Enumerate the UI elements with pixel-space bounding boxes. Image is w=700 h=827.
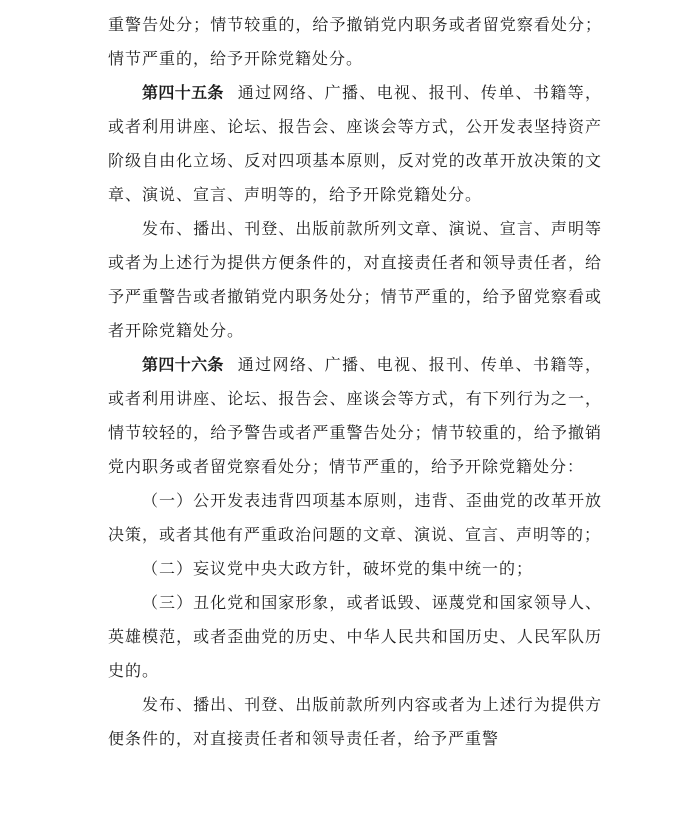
article-46-item-1: （一）公开发表违背四项基本原则，违背、歪曲党的改革开放决策，或者其他有严重政治问题的文章、演说、宣言、声明等的； (108, 491, 602, 544)
article-45-title: 第四十五条 (142, 83, 224, 102)
article-45-paragraph-2: 发布、播出、刊登、出版前款所列文章、演说、宣言、声明等或者为上述行为提供方便条件的，对直接责任者和领导责任者，给予严重警告或者撤销党内职务处分；情节严重的，给予留党察看或者开除党籍处分。 (108, 219, 602, 340)
article-46 (108, 348, 602, 484)
article-45-text: 通过网络、广播、电视、报刊、传单、书籍等，或者利用讲座、论坛、报告会、座谈会等方式，公开发表坚持资产阶级自由化立场、反对四项基本原则，反对党的改革开放决策的文章、演说、宣言、声明等的，给予开除党籍处分。 (108, 83, 602, 204)
article-46-text: 通过网络、广播、电视、报刊、传单、书籍等，或者利用讲座、论坛、报告会、座谈会等方式，有下列行为之一，情节较轻的，给予警告或者严重警告处分；情节较重的，给予撤销党内职务或者留党察看处分；情节严重的，给予开除党籍处分： (108, 355, 602, 476)
article-46-item-3: （三）丑化党和国家形象，或者诋毁、诬蔑党和国家领导人、英雄模范，或者歪曲党的历史、中华人民共和国历史、人民军队历史的。 (108, 593, 602, 680)
document-page (108, 0, 602, 756)
article-45 (108, 76, 602, 212)
article-46-paragraph-2: 发布、播出、刊登、出版前款所列内容或者为上述行为提供方便条件的，对直接责任者和领导责任者，给予严重警 (108, 695, 602, 748)
article-46-item-2: （二）妄议党中央大政方针，破坏党的集中统一的； (142, 559, 534, 578)
paragraph-continued: 重警告处分；情节较重的，给予撤销党内职务或者留党察看处分；情节严重的，给予开除党籍处分。 (108, 15, 602, 68)
article-46-title: 第四十六条 (142, 355, 224, 374)
